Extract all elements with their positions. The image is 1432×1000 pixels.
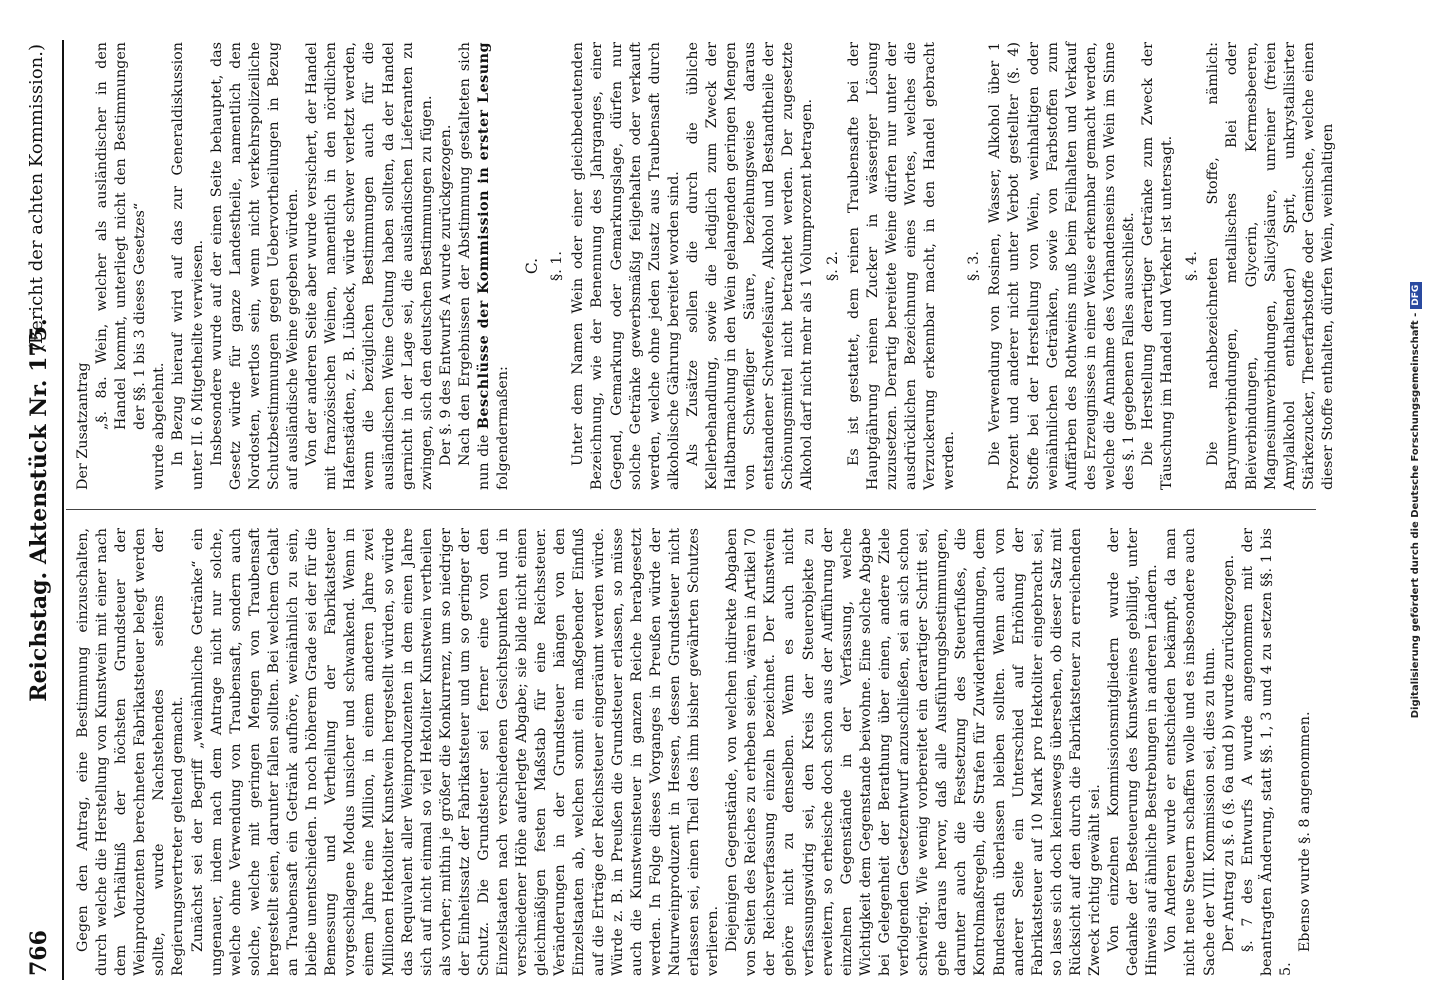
section-number: §. 1.	[549, 251, 566, 281]
paragraph: Von einzelnen Kommissionsmitgliedern wurde der Gedanke der Besteuerung des Kunstweines gebilligt, unter Hinweis auf ähnliche Bestrebungen in anderen Ländern.	[1106, 528, 1161, 976]
header-rule	[62, 40, 64, 980]
section-number: §. 3.	[966, 251, 983, 281]
paragraph: Der Zusatzantrag	[75, 362, 91, 490]
text-run: folgendermaßen:	[495, 366, 512, 490]
section-number: §. 2.	[824, 251, 841, 281]
right-column	[74, 42, 1338, 490]
paragraph: Diejenigen Gegenstände, von welchen indirekte Abgaben von Seiten des Reiches zu erheben seien, wären in Artikel 70 der Reichsverfassung einzeln bezeichnet. Der Kunstwein gehöre nicht zu denselben. Wenn es auch nicht verfassungswidrig sei, den Kreis der Steuerobjekte zu erweitern, so erheische doch schon aus der Aufführung der einzelnen Gegenstände in der Verfassung, welche Wichtigkeit dem Gegenstande beiwohne. Eine solche Abgabe bei Gelegenheit der Berathung über einen, andere Ziele verfolgenden Gesetzentwurf anzuschließen, sei an sich schon schwierig. Wie wenig vorbereitet ein derartiger Schritt sei, gehe daraus hervor, daß alle Ausführungsbestimmungen, darunter auch die Festsetzung des Steuerfußes, die Kontrolmaßregeln, die Strafen für Zuwiderhandlungen, dem Bundesrath überlassen bleiben sollten. Wenn auch von anderer Seite ein Unterschied auf Erhöhung der Fabrikatsteuer auf 10 Mark pro Hektoliter eingebracht sei, so lasse sich doch keineswegs übersehen, ob dieser Satz mit Rücksicht auf den durch die Fabrikatsteuer zu erreichenden Zweck richtig gewählt sei.	[724, 528, 1103, 976]
paragraph: Die Herstellung derartiger Getränke zum Zweck der Täuschung im Handel und Verkehr ist untersagt.	[1140, 42, 1176, 490]
paragraph: Der Antrag zu §. 6 (§. 6a und b) wurde zurückgezogen.	[1220, 554, 1237, 952]
left-column	[74, 528, 1315, 976]
page-title: Reichstag. Aktenstück Nr. 175.	[26, 318, 52, 702]
bold-text: Beschlüsse der Kommission in erster Lesung	[475, 41, 492, 430]
paragraph: Insbesondere wurde auf der einen Seite behauptet, das Gesetz würde für ganze Landestheile, namentlich den Nordosten, wertlos sein, wenn nicht verkehrspolizeiliche Schutzbestimmungen gegen Uebervortheilungen in Bezug auf ausländische Weine gegeben würden.	[208, 42, 302, 490]
paragraph: §. 7 des Entwurfs A wurde angenommen mit der beantragten Änderung, statt §§. 1, 3 und 4 zu setzen §§. 1 bis 5.	[1239, 528, 1294, 976]
paragraph: Die nachbezeichneten Stoffe, nämlich: Baryumverbindungen, metallisches Blei oder Bleiverbindungen, Glycerin, Kermesbeeren, Magnesiumverbindungen, Salicylsäure, unreiner (freien Amylalkohol enthaltender) Sprit, unkrystallisirter Stärkezucker, Theerfarbstoffe oder Gemische, welche einen dieser Stoffe enthalten, dürfen Wein, weinhaltigen	[1205, 42, 1336, 490]
paragraph: Die Verwendung von Rosinen, Wasser, Alkohol über 1 Prozent und anderer nicht unter Verbot gestellter (§. 4) Stoffe bei der Herstellung von Wein, weinhaltigen oder weinähnlichen Getränken, sowie von Farbstoffen zum Auffärben des Rothweins muß beim Feilhalten und Verkauf des Erzeugnisses in einer Weise erkennbar gemacht werden, welche die Annahme des Vorhandenseins von Wein im Sinne des §. 1 gegebenen Falles ausschließt.	[987, 42, 1137, 490]
paragraph: Es ist gestattet, dem reinen Traubensafte bei der Hauptgährung reinen Zucker in wässeriger Lösung zuzusetzen. Derartig bereitete Weine dürfen nur unter der ausdrücklichen Bezeichnung eines Wortes, welches die Verzuckerung erkennbar macht, in den Handel gebracht werden.	[845, 42, 958, 490]
paragraph: In Bezug hierauf wird auf das zur Generaldiskussion unter II. 6 Mitgetheilte verwiesen.	[170, 42, 206, 490]
paragraph	[456, 42, 513, 490]
section-number: §. 4.	[1184, 251, 1201, 281]
paragraph: Als Zusätze sollen die durch die übliche Kellerbehandlung, sowie die lediglich zum Zweck der Haltbarmachung in den Wein gelangenden geringen Mengen von Schwefliger Säure, beziehungsweise daraus entstandener Schwefelsäure, Alkohol und Bestandtheile der Schönungsmittel nicht betrachtet werden. Der zugesetzte Alkohol darf nicht mehr als 1 Volumprozent betragen.	[684, 42, 816, 490]
paragraph: wurde abgelehnt.	[151, 362, 168, 490]
quoted-paragraph: „§. 8a. Wein, welcher als ausländischer in den Handel kommt, unterliegt nicht den Bestimmungen der §§. 1 bis 3 dieses Gesetzes“	[94, 42, 149, 430]
page-header	[24, 40, 58, 980]
text-run: Nach den Ergebnissen der Abstimmung gestalteten sich nun die	[456, 42, 492, 490]
paragraph: Ebenso wurde §. 8 angenommen.	[1297, 711, 1313, 952]
section-heading: C.	[523, 257, 542, 275]
column-divider	[66, 509, 1316, 510]
paragraph: Der §. 9 des Entwurfs A wurde zurückgezogen.	[437, 124, 454, 466]
dfg-logo: DFG	[1410, 282, 1422, 309]
paragraph: Gegen den Antrag, eine Bestimmung einzuschalten, durch welche die Herstellung von Kunstwein mit einer nach dem Verhältniß der höchsten Grundsteuer der Weinproduzenten berechneten Fabrikatsteuer belegt werden sollte, wurde Nachstehendes seitens der Regierungsvertreter geltend gemacht.	[75, 528, 187, 976]
digitization-footer	[1410, 0, 1426, 1000]
paragraph: Zunächst sei der Begriff „weinähnliche Getränke“ ein ungenauer, indem nach dem Antrage nicht nur solche, welche ohne Verwendung von Traubensaft, sondern auch solche, welche mit geringen Mengen von Traubensaft hergestellt seien, darunter fallen sollten. Bei welchem Gehalt an Traubensaft ein Getränk aufhöre, weinähnlich zu sein, bleibe unentschieden. In noch höherem Grade sei der für die Bemessung und Vertheilung der Fabrikatsteuer vorgeschlagene Modus unsicher und schwankend. Wenn in einem Jahre eine Million, in einem anderen Jahre zwei Millionen Hektoliter Kunstwein hergestellt würden, so würde das Requivalent aller Weinproduzenten in dem einen Jahre sich auf nicht einmal so viel Hektoliter Kunstwein vertheilen als vorher; mithin je größer die Konkurrenz, um so niedriger der Einheitssatz der Fabrikatsteuer und um so geringer der Schutz. Die Grundsteuer sei ferner eine von den Einzelstaaten nach verschiedenen Gesichtspunkten und in verschiedener Höhe auferlegte Abgabe; sie bilde nicht einen gleichmäßigen festen Maßstab für eine Reichssteuer. Veränderungen in der Grundsteuer hängen von den Einzelstaaten ab, welchen somit ein maßgebender Einfluß auf die Erträge der Reichssteuer eingeräumt werden würde. Würde z. B. in Preußen die Grundsteuer erlassen, so müsse auch die Kunstweinsteuer in ganzen Reiche herabgesetzt werden. In Folge dieses Vorganges in Preußen würde der Naturweinproduzent in Hessen, dessen Grundsteuer nicht erlassen sei, einen Theil des ihm bisher gewährten Schutzes verlieren.	[189, 528, 722, 976]
footer-text: Digitalisierung gefördert durch die Deutsche Forschungsgemeinschaft -	[1410, 312, 1421, 719]
paragraph: Unter dem Namen Wein oder einer gleichbedeutenden Bezeichnung, wie der Benennung des Jahrganges, einer Gegend, Gemarkung oder Gemarkungslage, dürfen nur solche Getränke gewerbsmäßig feilgehalten oder verkauft werden, welche ohne jeden Zusatz aus Traubensaft durch alkoholische Gährung bereitet worden sind.	[570, 42, 682, 490]
paragraph: Von der anderen Seite aber wurde versichert, der Handel mit französischen Weinen, namentlich in den nördlichen Hafenstädten, z. B. Lübeck, würde schwer verletzt werden, wenn die bezüglichen Bestimmungen auch für die ausländischen Weine Geltung haben sollten, da der Handel garnicht in der Lage sei, die ausländischen Lieferanten zu zwingen, sich den deutschen Bestimmungen zu fügen.	[304, 42, 435, 490]
paragraph: Von Anderen wurde er entschieden bekämpft, da man nicht neue Steuern schaffen wolle und es insbesondere auch Sache der VIII. Kommission sei, dies zu thun.	[1163, 528, 1218, 976]
page-subtitle: (Bericht der achten Kommission.)	[26, 44, 47, 352]
page-number: 766	[26, 930, 52, 976]
